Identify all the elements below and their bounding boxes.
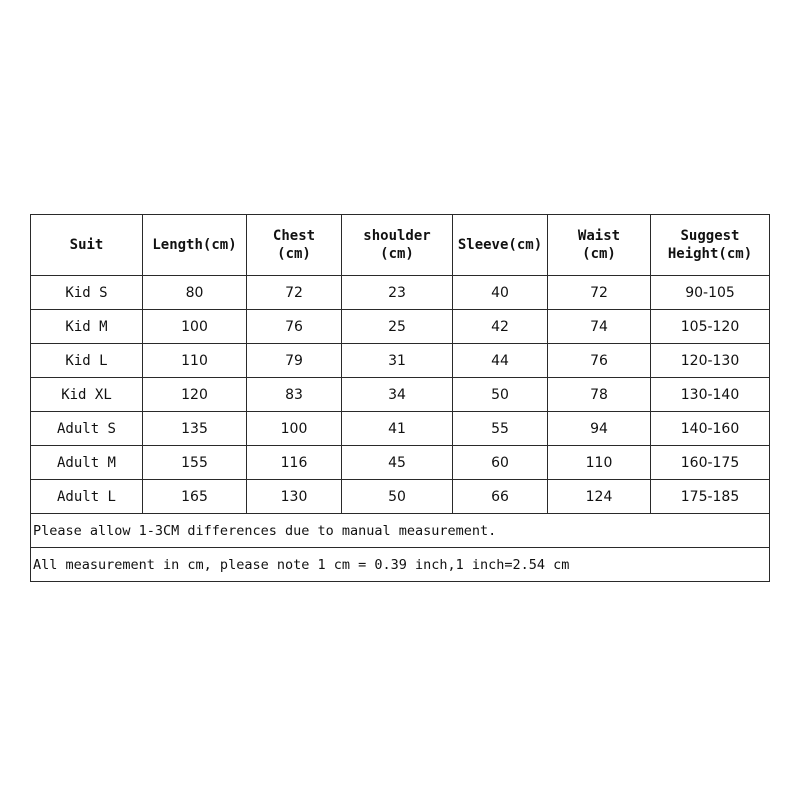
table-body <box>31 276 770 582</box>
cell-length: 110 <box>143 344 247 378</box>
cell-length: 155 <box>143 446 247 480</box>
cell-suggest-height: 130-140 <box>651 378 770 412</box>
header-shoulder-unit: (cm) <box>380 246 414 262</box>
header-suit-label: Suit <box>69 237 104 253</box>
cell-length: 120 <box>143 378 247 412</box>
cell-suggest-height: 160-175 <box>651 446 770 480</box>
header-row <box>31 215 770 276</box>
cell-shoulder: 45 <box>342 446 453 480</box>
cell-length: 165 <box>143 480 247 514</box>
cell-shoulder: 34 <box>342 378 453 412</box>
note-row <box>31 514 770 548</box>
cell-suit: Kid XL <box>31 378 143 412</box>
header-waist <box>548 215 651 276</box>
cell-chest: 72 <box>247 276 342 310</box>
cell-waist: 76 <box>548 344 651 378</box>
header-length <box>143 215 247 276</box>
header-chest <box>247 215 342 276</box>
cell-suit: Kid L <box>31 344 143 378</box>
cell-suggest-height: 175-185 <box>651 480 770 514</box>
cell-length: 135 <box>143 412 247 446</box>
table-row <box>31 378 770 412</box>
cell-waist: 124 <box>548 480 651 514</box>
cell-sleeve: 55 <box>453 412 548 446</box>
table-row <box>31 480 770 514</box>
cell-waist: 74 <box>548 310 651 344</box>
cell-length: 80 <box>143 276 247 310</box>
cell-suit: Kid S <box>31 276 143 310</box>
cell-sleeve: 66 <box>453 480 548 514</box>
header-sleeve-label: Sleeve(cm) <box>457 237 543 253</box>
cell-waist: 110 <box>548 446 651 480</box>
cell-chest: 116 <box>247 446 342 480</box>
header-height-label: Height(cm) <box>667 246 753 262</box>
header-shoulder <box>342 215 453 276</box>
cell-sleeve: 44 <box>453 344 548 378</box>
cell-waist: 72 <box>548 276 651 310</box>
header-suggest-height <box>651 215 770 276</box>
note-conversion: All measurement in cm, please note 1 cm = 0.39 inch,1 inch=2.54 cm <box>31 548 770 582</box>
table-row <box>31 310 770 344</box>
cell-suggest-height: 140-160 <box>651 412 770 446</box>
cell-chest: 79 <box>247 344 342 378</box>
cell-waist: 94 <box>548 412 651 446</box>
cell-suit: Adult L <box>31 480 143 514</box>
cell-sleeve: 50 <box>453 378 548 412</box>
note-row <box>31 548 770 582</box>
cell-sleeve: 60 <box>453 446 548 480</box>
header-waist-label: Waist <box>577 228 621 244</box>
table-row <box>31 446 770 480</box>
cell-chest: 100 <box>247 412 342 446</box>
cell-chest: 130 <box>247 480 342 514</box>
cell-shoulder: 31 <box>342 344 453 378</box>
table-row <box>31 276 770 310</box>
cell-length: 100 <box>143 310 247 344</box>
header-length-label: Length(cm) <box>152 237 237 253</box>
header-suggest-label: Suggest <box>680 228 740 244</box>
cell-suit: Kid M <box>31 310 143 344</box>
header-waist-unit: (cm) <box>582 246 616 262</box>
cell-chest: 76 <box>247 310 342 344</box>
cell-sleeve: 40 <box>453 276 548 310</box>
cell-shoulder: 23 <box>342 276 453 310</box>
header-chest-unit: (cm) <box>277 246 311 262</box>
note-differences: Please allow 1-3CM differences due to manual measurement. <box>31 514 770 548</box>
cell-suggest-height: 90-105 <box>651 276 770 310</box>
cell-suit: Adult S <box>31 412 143 446</box>
table-row <box>31 344 770 378</box>
cell-suggest-height: 105-120 <box>651 310 770 344</box>
size-chart-table <box>30 214 770 582</box>
cell-shoulder: 25 <box>342 310 453 344</box>
header-chest-label: Chest <box>272 228 316 244</box>
cell-suit: Adult M <box>31 446 143 480</box>
cell-shoulder: 41 <box>342 412 453 446</box>
header-suit <box>31 215 143 276</box>
cell-suggest-height: 120-130 <box>651 344 770 378</box>
cell-chest: 83 <box>247 378 342 412</box>
cell-shoulder: 50 <box>342 480 453 514</box>
cell-sleeve: 42 <box>453 310 548 344</box>
table-row <box>31 412 770 446</box>
header-shoulder-label: shoulder <box>363 228 431 244</box>
header-sleeve <box>453 215 548 276</box>
cell-waist: 78 <box>548 378 651 412</box>
